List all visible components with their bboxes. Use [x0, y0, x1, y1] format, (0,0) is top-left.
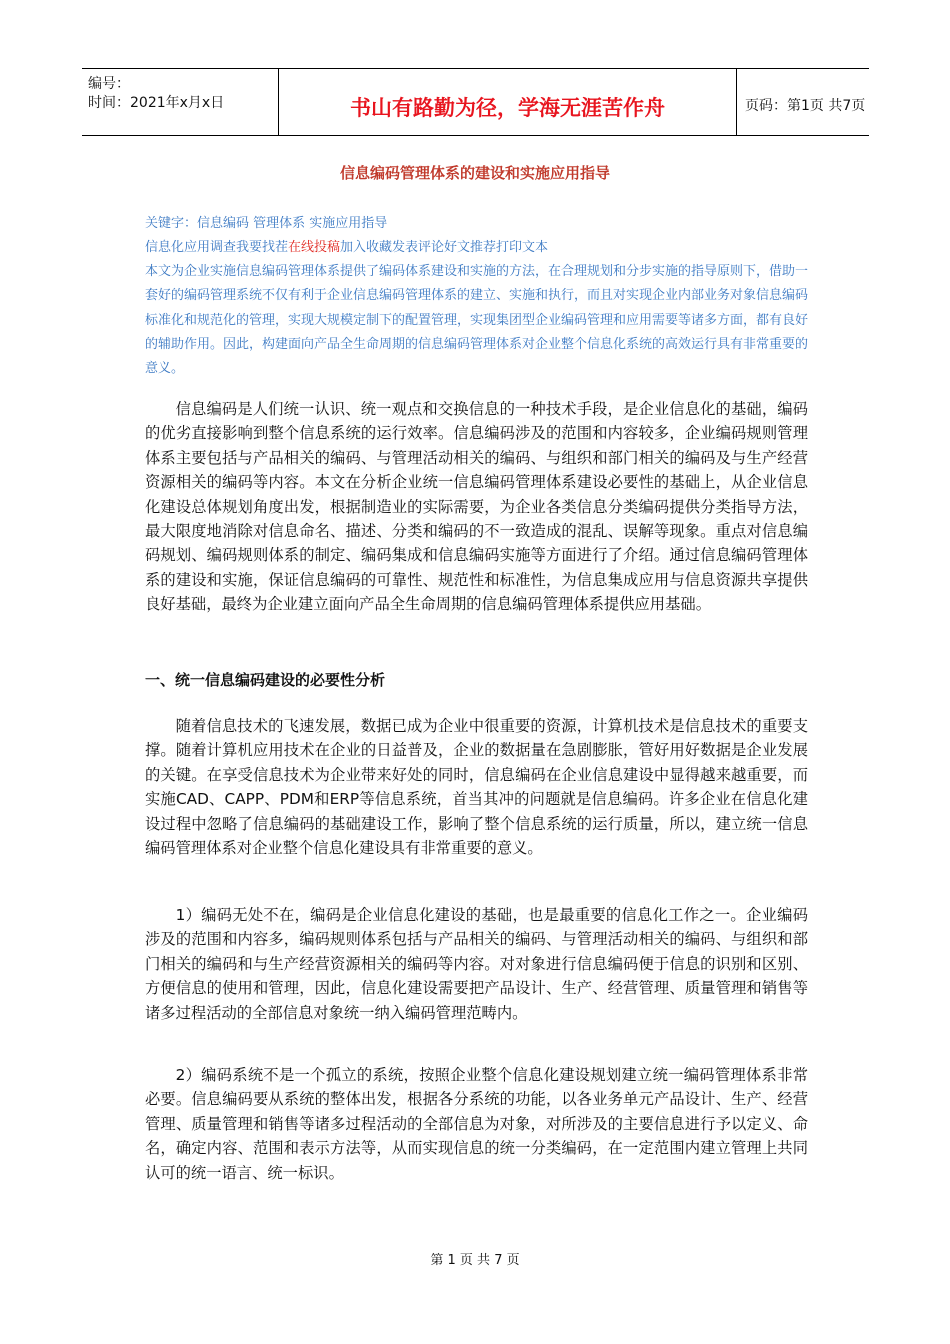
header-page-cell	[737, 69, 869, 135]
time-label: 时间：2021年x月x日	[88, 95, 225, 111]
intro-text: 信息编码是人们统一认识、统一观点和交换信息的一种技术手段，是企业信息化的基础，编码的优劣直接影响到整个信息系统的运行效率。信息编码涉及的范围和内容较多，企业编码规则管理体系主要包括与产品相关的编码、与管理活动相关的编码、与组织和部门相关的编码及与生产经营资源相关的编码等内容。本文在分析企业统一信息编码管理体系建设必要性的基础上，从企业信息化建设总体规划角度出发，根据制造业的实际需要，为企业各类信息分类编码提供分类指导方法，最大限度地消除对信息命名、描述、分类和编码的不一致造成的混乱、误解等现象。重点对信息编码规划、编码规则体系的制定、编码集成和信息编码实施等方面进行了介绍。通过信息编码管理体系的建设和实施，保证信息编码的可靠性、规范性和标准性，为信息集成应用与信息资源共享提供良好基础，最终为企业建立面向产品全生命周期的信息编码管理体系提供应用基础。	[145, 400, 808, 614]
link-bar-suffix[interactable]: 加入收藏发表评论好文推荐打印文本	[340, 240, 549, 255]
header-motto-cell	[279, 69, 737, 135]
section-paragraph-1	[145, 714, 808, 860]
keywords-line: 关键字：信息编码 管理体系 实施应用指导	[145, 216, 388, 231]
section-paragraph-2	[145, 903, 808, 1025]
intro-paragraph	[145, 397, 808, 617]
header-left-cell	[82, 69, 279, 135]
section-paragraph-2-text: 1）编码无处不在，编码是企业信息化建设的基础，也是最重要的信息化工作之一。企业编码涉及的范围和内容多，编码规则体系包括与产品相关的编码、与管理活动相关的编码、与组织和部门相关的编码和与生产经营资源相关的编码等内容。对对象进行信息编码便于信息的识别和区别、方便信息的使用和管理，因此，信息化建设需要把产品设计、生产、经营管理、质量管理和销售等诸多过程活动的全部信息对象统一纳入编码管理范畴内。	[145, 906, 808, 1022]
submit-link[interactable]: 在线投稿	[288, 240, 341, 255]
section-heading: 一、统一信息编码建设的必要性分析	[145, 671, 386, 689]
section-paragraph-3-text: 2）编码系统不是一个孤立的系统，按照企业整个信息化建设规划建立统一编码管理体系非常必要。信息编码要从系统的整体出发，根据各分系统的功能，以各业务单元产品设计、生产、经营管理、质量管理和销售等诸多过程活动的全部信息为对象，对所涉及的主要信息进行予以定义、命名，确定内容、范围和表示方法等，从而实现信息的统一分类编码，在一定范围内建立管理上共同认可的统一语言、统一标识。	[145, 1066, 808, 1182]
page-footer: 第 1 页 共 7 页	[430, 1253, 520, 1268]
document-title: 信息编码管理体系的建设和实施应用指导	[339, 164, 610, 182]
number-label: 编号：	[88, 76, 130, 92]
link-bar	[145, 236, 808, 255]
abstract: 本文为企业实施信息编码管理体系提供了编码体系建设和实施的方法，在合理规划和分步实施的指导原则下，借助一套好的编码管理系统不仅有利于企业信息编码管理体系的建立、实施和执行，而且对实现企业内部业务对象信息编码标准化和规范化的管理，实现大规模定制下的配置管理，实现集团型企业编码管理和应用需要等诸多方面，都有良好的辅助作用。因此，构建面向产品全生命周期的信息编码管理体系对企业整个信息化系统的高效运行具有非常重要的意义。	[145, 264, 809, 377]
link-bar-prefix[interactable]: 信息化应用调查我要找茬	[145, 240, 289, 255]
header-table	[82, 68, 869, 136]
motto: 书山有路勤为径，学海无涯苦作舟	[350, 96, 665, 120]
section-paragraph-3	[145, 1063, 808, 1185]
page-info: 页码：第1页 共7页	[745, 98, 866, 114]
section-paragraph-1-text: 随着信息技术的飞速发展，数据已成为企业中很重要的资源，计算机技术是信息技术的重要支撑。随着计算机应用技术在企业的日益普及，企业的数据量在急剧膨胀，管好用好数据是企业发展的关键。在享受信息技术为企业带来好处的同时，信息编码在企业信息建设中显得越来越重要，而实施CAD、CAPP、PDM和ERP等信息系统，首当其冲的问题就是信息编码。许多企业在信息化建设过程中忽略了信息编码的基础建设工作，影响了整个信息系统的运行质量，所以，建立统一信息编码管理体系对企业整个信息化建设具有非常重要的意义。	[145, 717, 808, 858]
